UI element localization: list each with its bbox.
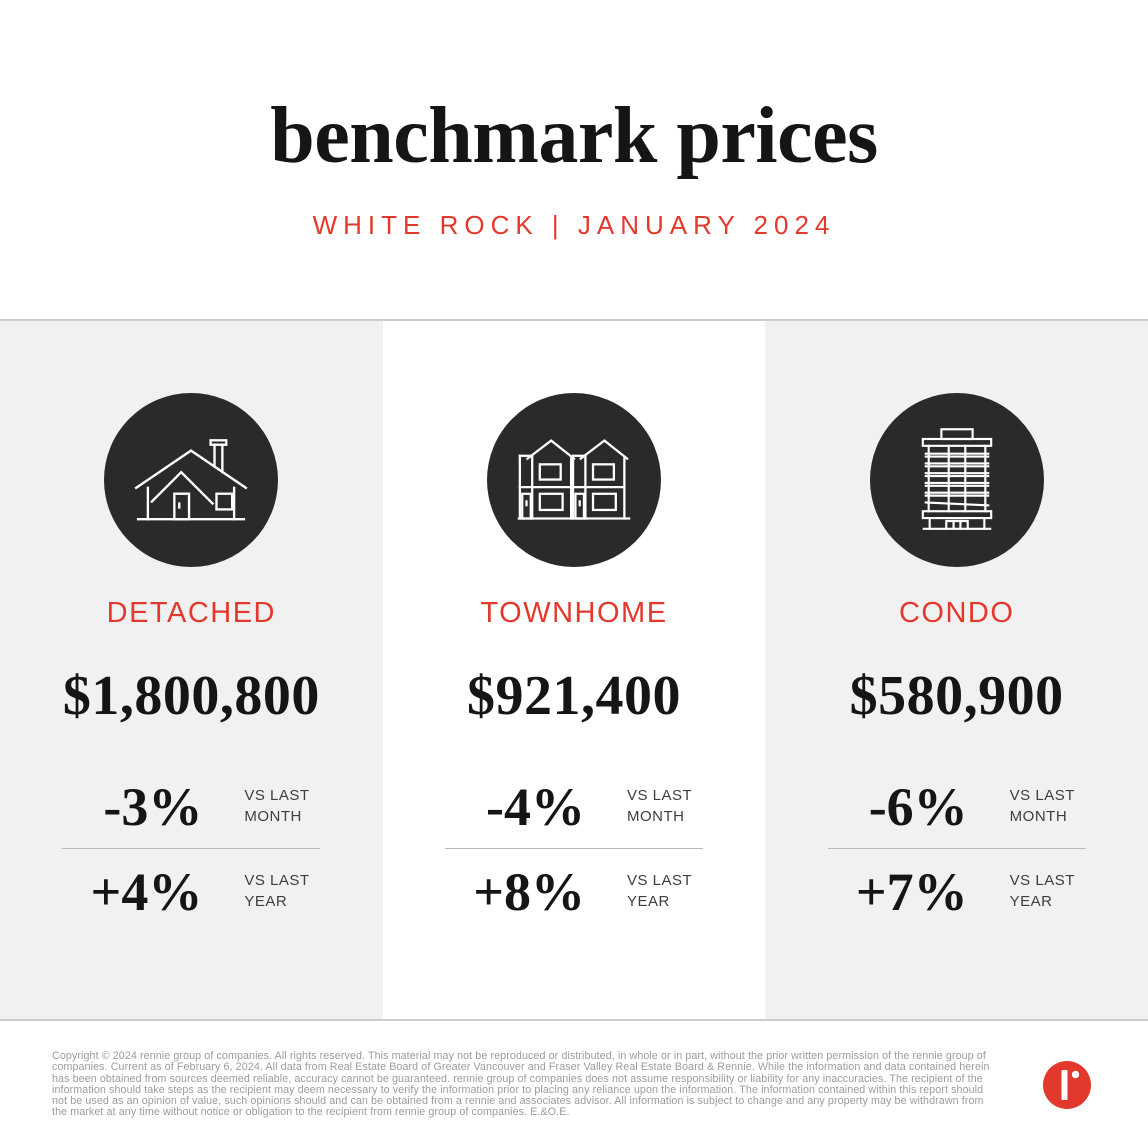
pct-block-townhome: [445, 776, 703, 922]
benchmark-price-condo: $580,900: [849, 665, 1064, 727]
detached-icon-circle: [104, 393, 278, 567]
pct-change-year: +8%: [473, 861, 585, 922]
pct-change-month: -3%: [103, 776, 203, 837]
vs-last-month-row: [62, 776, 320, 837]
vs-last-month-row: [828, 776, 1086, 837]
pct-change-year-label: VS LAST YEAR: [1009, 872, 1075, 910]
disclaimer-text: Copyright © 2024 rennie group of companies. All rights reserved. This material may not be reproduced or distributed, in whole or in part, without the prior written permission of the rennie group of companies. Current as of February 6, 2024. All data from Real Estate Board of Greater Vancouver and Fraser Valley Real Estate Board & Rennie. While the information and data contained herein has been obtained from sources deemed reliable, accuracy cannot be guaranteed. rennie group of companies does not assume responsibility or liability for any inaccuracies. The recipient of the information should take steps as the recipient may deem necessary to verify the information prior to placing any reliance upon the information. The information contained within this report should not be used as an opinion of value, such opinions should and can be obtained from a rennie and associates advisor. All information is subject to change and any property may be withdrawn from the market at any time without notice or obligation to the recipient from rennie group of companies. E.&O.E.: [52, 1050, 990, 1119]
pct-change-year: +7%: [855, 861, 968, 922]
pct-change-month-label: VS LAST MONTH: [244, 787, 310, 825]
pct-change-month-label: VS LAST MONTH: [1009, 787, 1075, 825]
rennie-logo: [1043, 1061, 1091, 1109]
pct-change-month: -4%: [486, 776, 585, 837]
pct-block-condo: [828, 776, 1086, 922]
pct-change-year: +4%: [90, 861, 203, 922]
townhome-icon: [517, 433, 631, 528]
pct-change-month-label: VS LAST MONTH: [627, 787, 692, 825]
benchmark-price-townhome: $921,400: [467, 665, 681, 727]
page-title: benchmark prices: [270, 92, 878, 180]
townhome-icon-circle: [487, 393, 661, 567]
pct-change-year-label: VS LAST YEAR: [244, 872, 310, 910]
page-subtitle: WHITE ROCK | JANUARY 2024: [312, 210, 836, 240]
column-detached: [0, 321, 383, 1019]
pct-divider: [62, 848, 320, 849]
vs-last-year-row: [445, 861, 703, 922]
vs-last-year-row: [828, 861, 1086, 922]
category-label-condo: CONDO: [898, 597, 1015, 629]
pct-block-detached: [62, 776, 320, 922]
pct-change-year-label: VS LAST YEAR: [627, 872, 692, 910]
vs-last-year-row: [62, 861, 320, 922]
category-label-detached: DETACHED: [106, 597, 277, 629]
price-columns: [0, 319, 1148, 1021]
condo-icon-circle: [870, 393, 1044, 567]
condo-icon: [916, 428, 998, 532]
category-label-townhome: TOWNHOME: [480, 597, 668, 629]
benchmark-price-detached: $1,800,800: [62, 665, 320, 727]
house-icon: [132, 431, 250, 529]
column-condo: [765, 321, 1148, 1019]
pct-divider: [445, 848, 703, 849]
pct-change-month: -6%: [868, 776, 968, 837]
vs-last-month-row: [445, 776, 703, 837]
column-townhome: [383, 321, 766, 1019]
pct-divider: [828, 848, 1086, 849]
footer: [0, 1021, 1148, 1148]
header: [0, 0, 1148, 319]
